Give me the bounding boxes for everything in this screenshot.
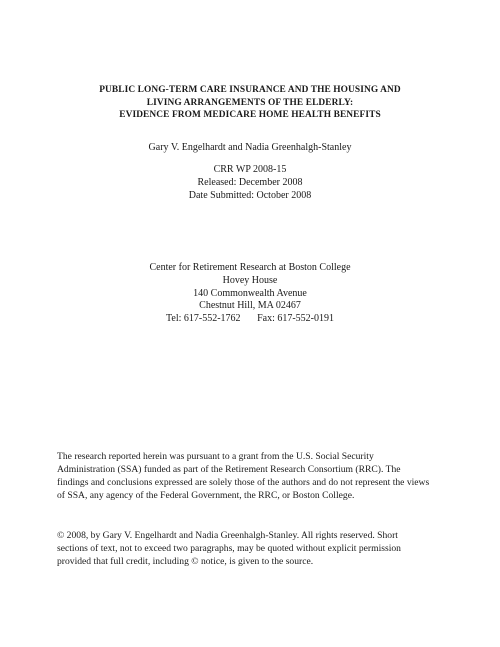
- telephone: Tel: 617-552-1762: [165, 313, 241, 325]
- center-city: Chestnut Hill, MA 02467: [199, 300, 301, 312]
- authors: [60, 142, 440, 155]
- center-name: Center for Retirement Research at Boston College: [149, 262, 351, 273]
- disclaimer-line: Administration (SSA) funded as part of the Retirement Research Consortium (RRC). The: [57, 463, 401, 475]
- submission-date: Date Submitted: October 2008: [188, 189, 312, 201]
- title-line-2: LIVING ARRANGEMENTS OF THE ELDERLY:: [146, 97, 354, 108]
- title-line-3: EVIDENCE FROM MEDICARE HOME HEALTH BENEFITS: [119, 110, 381, 120]
- center-address: [60, 262, 440, 326]
- center-street: 140 Commonwealth Avenue: [193, 287, 307, 299]
- working-paper-number: CRR WP 2008-15: [213, 164, 287, 175]
- disclaimer-paragraph: [57, 451, 457, 503]
- center-building: Hovey House: [222, 274, 278, 286]
- copyright-line: © 2008, by Gary V. Engelhardt and Nadia Greenhalgh-Stanley. All rights reserved. Short: [57, 530, 398, 541]
- copyright-paragraph: [57, 530, 457, 569]
- copyright-line: provided that full credit, including © notice, is given to the source.: [57, 555, 314, 567]
- paper-title: [60, 84, 440, 122]
- paper-info: [60, 164, 440, 202]
- copyright-line: sections of text, not to exceed two paragraphs, may be quoted without explicit permission: [57, 542, 401, 554]
- author-names: Gary V. Engelhardt and Nadia Greenhalgh-Stanley: [148, 142, 352, 153]
- disclaimer-line: The research reported herein was pursuant to a grant from the U.S. Social Security: [57, 451, 374, 462]
- disclaimer-line: findings and conclusions expressed are solely those of the authors and do not represent the views: [57, 476, 430, 488]
- release-date: Released: December 2008: [197, 176, 303, 188]
- disclaimer-line: of SSA, any agency of the Federal Government, the RRC, or Boston College.: [57, 489, 355, 501]
- contact-line: [60, 313, 440, 326]
- fax: Fax: 617-552-0191: [257, 313, 335, 325]
- title-line-1: PUBLIC LONG-TERM CARE INSURANCE AND THE HOUSING AND: [99, 85, 401, 95]
